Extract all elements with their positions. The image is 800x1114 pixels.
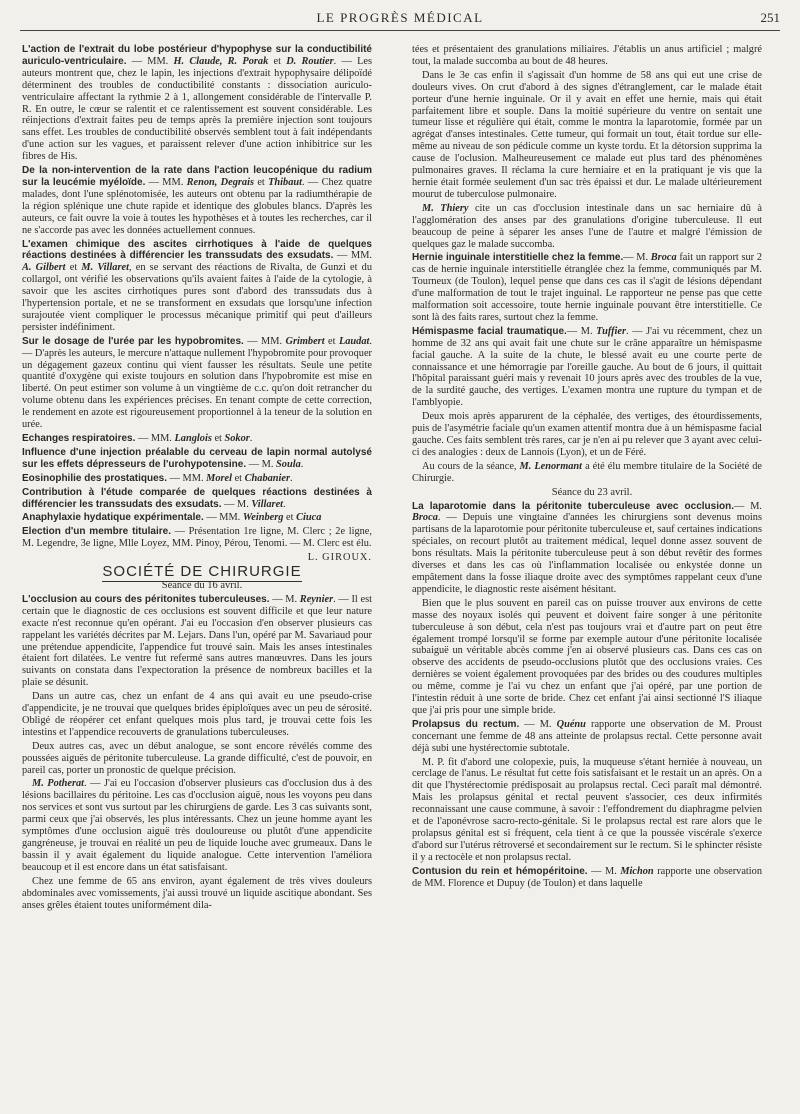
election-item: Election d'un membre titulaire. — Présentation 1re ligne, M. Clerc ; 2e ligne, M. Legendre, 3e ligne, Mlle Loyez, MM. Pinoy, Pérou, Tenomi. — M. Clerc est élu.	[22, 526, 372, 550]
brief-item: Anaphylaxie hydatique expérimentale. — MM. Weinberg et Ciuca	[22, 512, 322, 524]
article-paragraph: Dans un autre cas, chez un enfant de 4 ans qui avait eu une pseudo-crise d'appendicite, je ne trouvai que quelques brides épiploïques avec un peu de sérosité. Obligé de réopérer cet enfant quelques mois plus tard, je trouvai cette fois les intestins et l'appendice recouverts de granulations tuberculeuses.	[22, 691, 372, 738]
seance-date: Séance du 16 avril.	[161, 579, 243, 591]
article-paragraph: L'examen chimique des ascites cirrhotiques à l'aide de quelques réactions destinées à différencier les transsudats des exsudats. — MM. A. Gilbert et M. Villaret, en se servant des réactions de Rivalta, de Gunzi et du collargol, ont vérifié les observations qu'ils avaient faites à l'aide de la cytologie, à savoir que les ascites cirrhotiques pures sont d'abord des transsudats dus à l'hypertension portale, et ne se transforment en exsudats que lorsqu'une infection surajoutée vient compliquer le processus mécanique primitif qui peut d'ailleurs persister indéfiniment.	[22, 238, 372, 333]
article-paragraph: Deux autres cas, avec un début analogue, se sont encore révélés comme des poussées aiguës de péritonite tuberculeuse. La grande difficulté, c'est de pouvoir, en pareil cas, porter un pronostic de quelque précision.	[22, 740, 372, 776]
article-paragraph: Deux mois après apparurent de la céphalée, des vertiges, des étourdissements, puis de l'asymétrie faciale qu'un examen attentif montra due à un hémispasme facial gauche. Ces faits semblent très rares, car je n'en ai pu relever que 3 ayant avec celui-ci des analogies : deux de Lannois (Lyon), et un de Féré.	[412, 411, 762, 458]
article-paragraph: M. Potherat. — J'ai eu l'occasion d'observer plusieurs cas d'occlusion dus à des lésions bacillaires du péritoine. Les cas d'occlusion aiguë, nous les voyons peu dans nos services et sont vus surtout par les chirurgiens de garde. Les 3 cas suivants sont, parmi ceux que j'ai observés, les plus intéressants. Chez un jeune homme ayant les symptômes d'une occlusion aiguë très douloureuse ou plutôt d'une appendicite gangréneuse, je trouvai en réalité un peu de liquide louche avec grumeaux. Dans le bassin il y avait également du liquide analogue. Cette intervention l'améliora beaucoup et il est encore dans un état satisfaisant.	[22, 778, 372, 873]
seance-date: Séance du 23 avril.	[551, 486, 633, 498]
article-paragraph: Au cours de la séance, M. Lenormant a été élu membre titulaire de la Société de Chirurgie.	[412, 460, 762, 484]
article-paragraph: Chez une femme de 65 ans environ, ayant également de très vives douleurs abdominales avec vomissements, j'ai aussi trouvé un liquide ascitique abondant. Ses anses grêles étaient toutes uniformément dila-	[22, 875, 372, 911]
brief-item: Echanges respiratoires. — MM. Langlois et Sokor.	[22, 433, 253, 444]
left-column	[22, 44, 372, 1104]
brief-item: Contribution à l'étude comparée de quelques réactions destinées à différencier les transsudats des exsudats. — M. Villaret.	[22, 486, 372, 510]
journal-title: LE PROGRÈS MÉDICAL	[316, 10, 484, 25]
article-paragraph: Contusion du rein et hémopéritoine. — M. Michon rapporte une observation de MM. Florence et Dupuy (de Toulon) et dans laquelle	[412, 865, 762, 889]
article-paragraph: M. Thiery cite un cas d'occlusion intestinale dans un sac herniaire dû à l'agglomération des anses par des granulations d'origine tuberculeuse. Il eut beaucoup de peine à séparer les anses l'une de l'autre et malgré l'émission de quelques gaz le malade succomba.	[412, 202, 762, 250]
article-paragraph: Hernie inguinale interstitielle chez la femme.— M. Broca fait un rapport sur 2 cas de hernie inguinale interstitielle étranglée chez la femme, communiqués par M. Tourneux (de Toulon), lequel pense que dans ces cas il s'agit de lésions dépendant d'une malformation de tout le trajet inguinal. Le rapporteur ne pense pas que cette malformation soit accessoire, toute hernie inguinale pouvant être interstitielle. Ce sont là des faits rares, surtout chez la femme.	[412, 252, 762, 323]
article-paragraph: tées et présentaient des granulations miliaires. J'établis un anus artificiel ; malgré tout, la malade succomba au bout de 48 heures.	[412, 44, 762, 67]
article-paragraph: M. P. fit d'abord une colopexie, puis, la muqueuse s'étant herniée à nouveau, un cerclage de l'anus. Le résultat fut cette fois satisfaisant et le restait un an après. On a dit que l'hystérectomie prédisposait au prolapsus rectal. Ceci paraît mal démontré. Mais les prolapsus génital et rectal peuvent s'associer, ces deux infirmités reconnaissant une cause commune, à savoir : l'effondrement du diaphragme pelvien et de l'aponévrose sacro-recto-génitale. Si le prolapsus rectal est rare alors que le prolapsus génital est si fréquent, cela tient à ce que la poussée viscérale s'exerce d'abord sur l'utérus rétroversé et secondairement sur le rectum. Si le sphincter résiste il y a rectocèle et non prolapsus rectal.	[412, 756, 762, 863]
brief-item: Eosinophilie des prostatiques. — MM. Morel et Chabanier.	[22, 472, 293, 484]
article-paragraph: Dans le 3e cas enfin il s'agissait d'un homme de 58 ans qui eut une crise de douleurs vives. On crut d'abord à des signes d'étranglement, car le malade était porteur d'une hernie inguinale. Or il y avait en effet une hernie, mais qui était parfaitement libre et souple. Dans la moitié supérieure du ventre on sentait une tumeur lisse et régulière qui était, comme le montra la laparotomie, formée par un agrégat d'anses intestinales. Cette tumeur, qui formait un tout, était tordue sur elle-même au niveau de son pédicule comme un kyste tordu. Et la détorsion supprima la cause de l'oclusion. Malheureusement ce malade eut plus tard des phénomènes pulmonaires graves. Il réclama la cure herniaire et en la pratiquant je vis que la hernie était formée seulement d'un sac très épaissi et dur. Le malade ultérieurement mourut de tuberculose pulmonaire.	[412, 69, 762, 200]
right-column	[412, 44, 762, 1104]
article-paragraph: Hémispasme facial traumatique.— M. Tuffier. — J'ai vu récemment, chez un homme de 32 ans qui avait fait une chute sur le crâne apparaître un hémispasme facial gauche. A la suite de la chute, le blessé avait eu une courte perte de connaissance et une hémorragie par l'oreille gauche. Au bout de 6 jours, il quittait l'hôpital paraissant guéri mais y revenait 10 jours après avec des troubles de la vue, de la surdité gauche, des vertiges. L'examen montra une rupture du tympan et de l'amblyopie.	[412, 325, 762, 409]
article-paragraph: Prolapsus du rectum. — M. Quénu rapporte une observation de M. Proust concernant une femme de 48 ans atteinte de prolapsus rectal. Cette personne avait déjà subi une hystérectomie subtotale.	[412, 718, 762, 754]
signature: L. GIROUX.	[307, 552, 372, 564]
article-paragraph: L'action de l'extrait du lobe postérieur d'hypophyse sur la conductibilité auriculo-ventriculaire. — MM. H. Claude, R. Porak et D. Routier. — Les auteurs montrent que, chez le lapin, les injections d'extrait hypophysaire délipoïdé déterminent des troubles de conductibilité constants : dissociation auriculo-ventriculaire affectant la rythmie 2 à 1, allongement considérable de l'intervalle P. R. En outre, le cœur se ralentit et ce ralentissement est souvent considérable. Les réinjections d'extrait faites peu de temps après la première injection sont toujours sans effet. Les troubles de conductibilité observés semblent tout à fait indépendants d'une action sur les vagues, et paraissent relever d'une action inhibitrice sur les fibres de His.	[22, 44, 372, 163]
brief-item: Influence d'une injection préalable du cerveau de lapin normal autolysé sur les effets dépresseurs de l'urohypotensine. — M. Soula.	[22, 446, 372, 470]
article-paragraph: Sur le dosage de l'urée par les hypobromites. — MM. Grimbert et Laudat. — D'après les auteurs, le mercure n'attaque nullement l'hypobromite pour provoquer un dégagement gazeux continu qui vient fausser les résultats. Seule une petite quantité d'oxygène qui existe toujours en solution dans l'hypobromite est mise en liberté. On peut estimer son volume à un vingtième de c.c. qu'on doit retrancher du volume obtenu dans les expériences précises. En tenant compte de cette correction, le rendement en azote est rigoureusement proportionnel à la teneur de la solution en urée.	[22, 335, 372, 431]
article-paragraph: L'occlusion au cours des péritonites tuberculeuses. — M. Reynier. — Il est certain que le diagnostic de ces occlusions est souvent difficile et que leur nature exacte n'est reconnue qu'en opérant. J'ai eu l'occasion d'en observer plusieurs cas rappelant les variétés décrites par M. Lejars. Dans l'un, opéré par M. Savariaud pour une prétendue appendicite, l'appendice fut trouvé sain. Mais les anses intestinales étaient fort dilatées. Le ventre fut refermé sans autres manœuvres. Dans les jours suivants on constata dans l'expectoration la présence de nombreux bacilles et la plaie se désunit.	[22, 593, 372, 689]
article-paragraph: Bien que le plus souvent en pareil cas on puisse trouver aux environs de cette masse des noyaux isolés qui peuvent et doivent faire songer à une péritonite tuberculeuse à son début, cela n'est pas toujours vrai et d'autre part on peut être également trompé lorsqu'il se forme par exemple autour d'une péritonite localisée subaiguë un véritable abcès comme j'en ai observé plusieurs cas. Dans ces cas on observe des accidents de pseudo-occlusions plutôt que des occlusions vraies. Ces dernières se voient également provoquées par des brides ou des coudures multiples ou même, comme je l'ai vu chez un enfant que j'ai opéré, par une portion de l'intestin réduit à une sorte de bride. Chez cet enfant j'ai ainsi sectionné l'S iliaque que j'ai pris pour une simple bride.	[412, 597, 762, 716]
page-number: 251	[760, 10, 780, 25]
article-paragraph: La laparotomie dans la péritonite tuberculeuse avec occlusion.— M. Broca. — Depuis une vingtaine d'années les chirurgiens sont devenus moins partisans de la laparotomie pour péritonite tuberculeuse et, sauf certaines indications spéciales, on recourt plutôt au traitement médical, lequel donne assez souvent de bons résultats. Mais la péritonite tuberculeuse peut à son début revêtir des formes diverses et dans les cas où l'inflammation localisée ou enkystée donne un empâtement dans la fosse iliaque droite avec des symptômes rappelant ceux d'une appendicite, le diagnostic reste aisément hésitant.	[412, 500, 762, 595]
section-title: SOCIÉTÉ DE CHIRURGIE	[102, 563, 302, 581]
running-header	[20, 8, 780, 31]
article-paragraph: De la non-intervention de la rate dans l'action leucopénique du radium sur la leucémie myéloïde. — MM. Renon, Degrais et Thibaut. — Chez quatre malades, dont l'une splénotomisée, les auteurs ont obtenu par la radiumthérapie de la région splénique une chute rapide et identique des globules blancs. D'après les auteurs, ce fait ouvre la voie à toutes les hypothèses et à toutes les recherches, car il ne s'accorde pas avec les données actuellement connues.	[22, 165, 372, 236]
